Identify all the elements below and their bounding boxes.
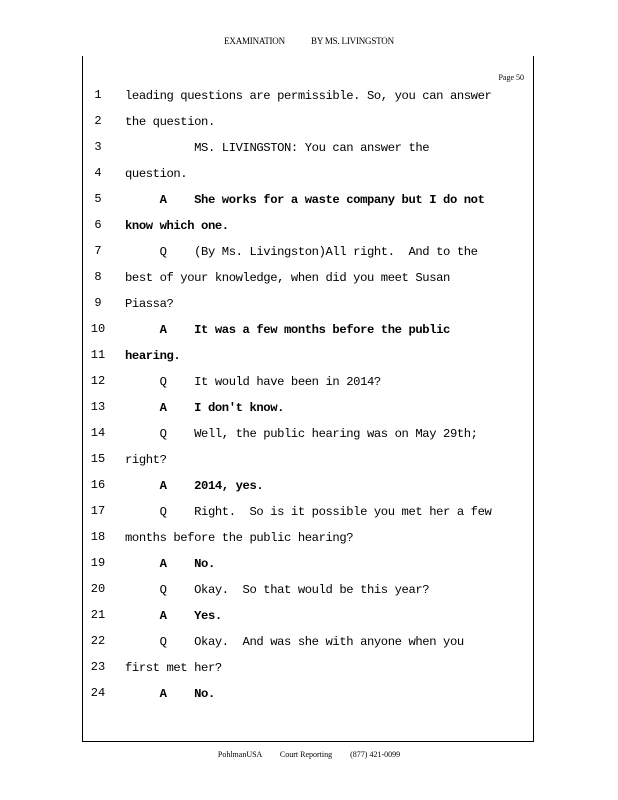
transcript-line: know which one. [125, 219, 229, 233]
line-number: 2 [94, 114, 102, 128]
transcript-line: Q It would have been in 2014? [125, 375, 381, 389]
line-number: 8 [94, 270, 102, 284]
line-number: 4 [94, 166, 102, 180]
line-number: 21 [90, 608, 106, 622]
transcript-line: Q Okay. So that would be this year? [125, 583, 430, 597]
line-number: 20 [90, 582, 106, 596]
transcript-line: Q Okay. And was she with anyone when you [125, 635, 464, 649]
transcript-line: A 2014, yes. [125, 479, 264, 493]
page-number: Page 50 [498, 73, 524, 82]
page-header [0, 36, 618, 46]
transcript-line: question. [125, 167, 188, 181]
line-number: 11 [90, 348, 106, 362]
transcript-line: A It was a few months before the public [125, 323, 450, 337]
transcript-line: hearing. [125, 349, 181, 363]
header-examination: EXAMINATION [224, 36, 285, 46]
line-number: 15 [90, 452, 106, 466]
transcript-line: the question. [125, 115, 215, 129]
line-number: 1 [94, 88, 102, 102]
transcript-line: right? [125, 453, 167, 467]
line-number: 18 [90, 530, 106, 544]
transcript-line: best of your knowledge, when did you meet Susan [125, 271, 450, 285]
line-number: 10 [90, 322, 106, 336]
transcript-line: A No. [125, 687, 215, 701]
line-number: 13 [90, 400, 106, 414]
line-number: 3 [94, 140, 102, 154]
line-number: 23 [90, 660, 106, 674]
line-number: 9 [94, 296, 102, 310]
transcript-line: A She works for a waste company but I do not [125, 193, 485, 207]
footer-company: PohlmanUSA [217, 750, 262, 759]
line-number: 24 [90, 686, 106, 700]
transcript-line: leading questions are permissible. So, you can answer [125, 89, 492, 103]
transcript-line: first met her? [125, 661, 222, 675]
transcript-line: Piassa? [125, 297, 174, 311]
line-number: 16 [90, 478, 106, 492]
transcript-line: Q Well, the public hearing was on May 29th; [125, 427, 478, 441]
line-number: 12 [90, 374, 106, 388]
transcript-line: Q (By Ms. Livingston)All right. And to the [125, 245, 478, 259]
page-footer [0, 750, 618, 759]
transcript-line: MS. LIVINGSTON: You can answer the [125, 141, 430, 155]
line-number: 7 [94, 244, 102, 258]
line-number: 17 [90, 504, 106, 518]
line-number: 14 [90, 426, 106, 440]
transcript-line: A I don't know. [125, 401, 285, 415]
transcript-line: A Yes. [125, 609, 222, 623]
line-number: 6 [94, 218, 102, 232]
transcript-line: Q Right. So is it possible you met her a few [125, 505, 492, 519]
header-examiner: BY MS. LIVINGSTON [311, 36, 394, 46]
footer-phone: (877) 421-0099 [350, 750, 401, 759]
transcript-line: A No. [125, 557, 215, 571]
line-number: 5 [94, 192, 102, 206]
transcript-line: months before the public hearing? [125, 531, 354, 545]
line-number: 22 [90, 634, 106, 648]
footer-service: Court Reporting [279, 750, 333, 759]
line-number: 19 [90, 556, 106, 570]
